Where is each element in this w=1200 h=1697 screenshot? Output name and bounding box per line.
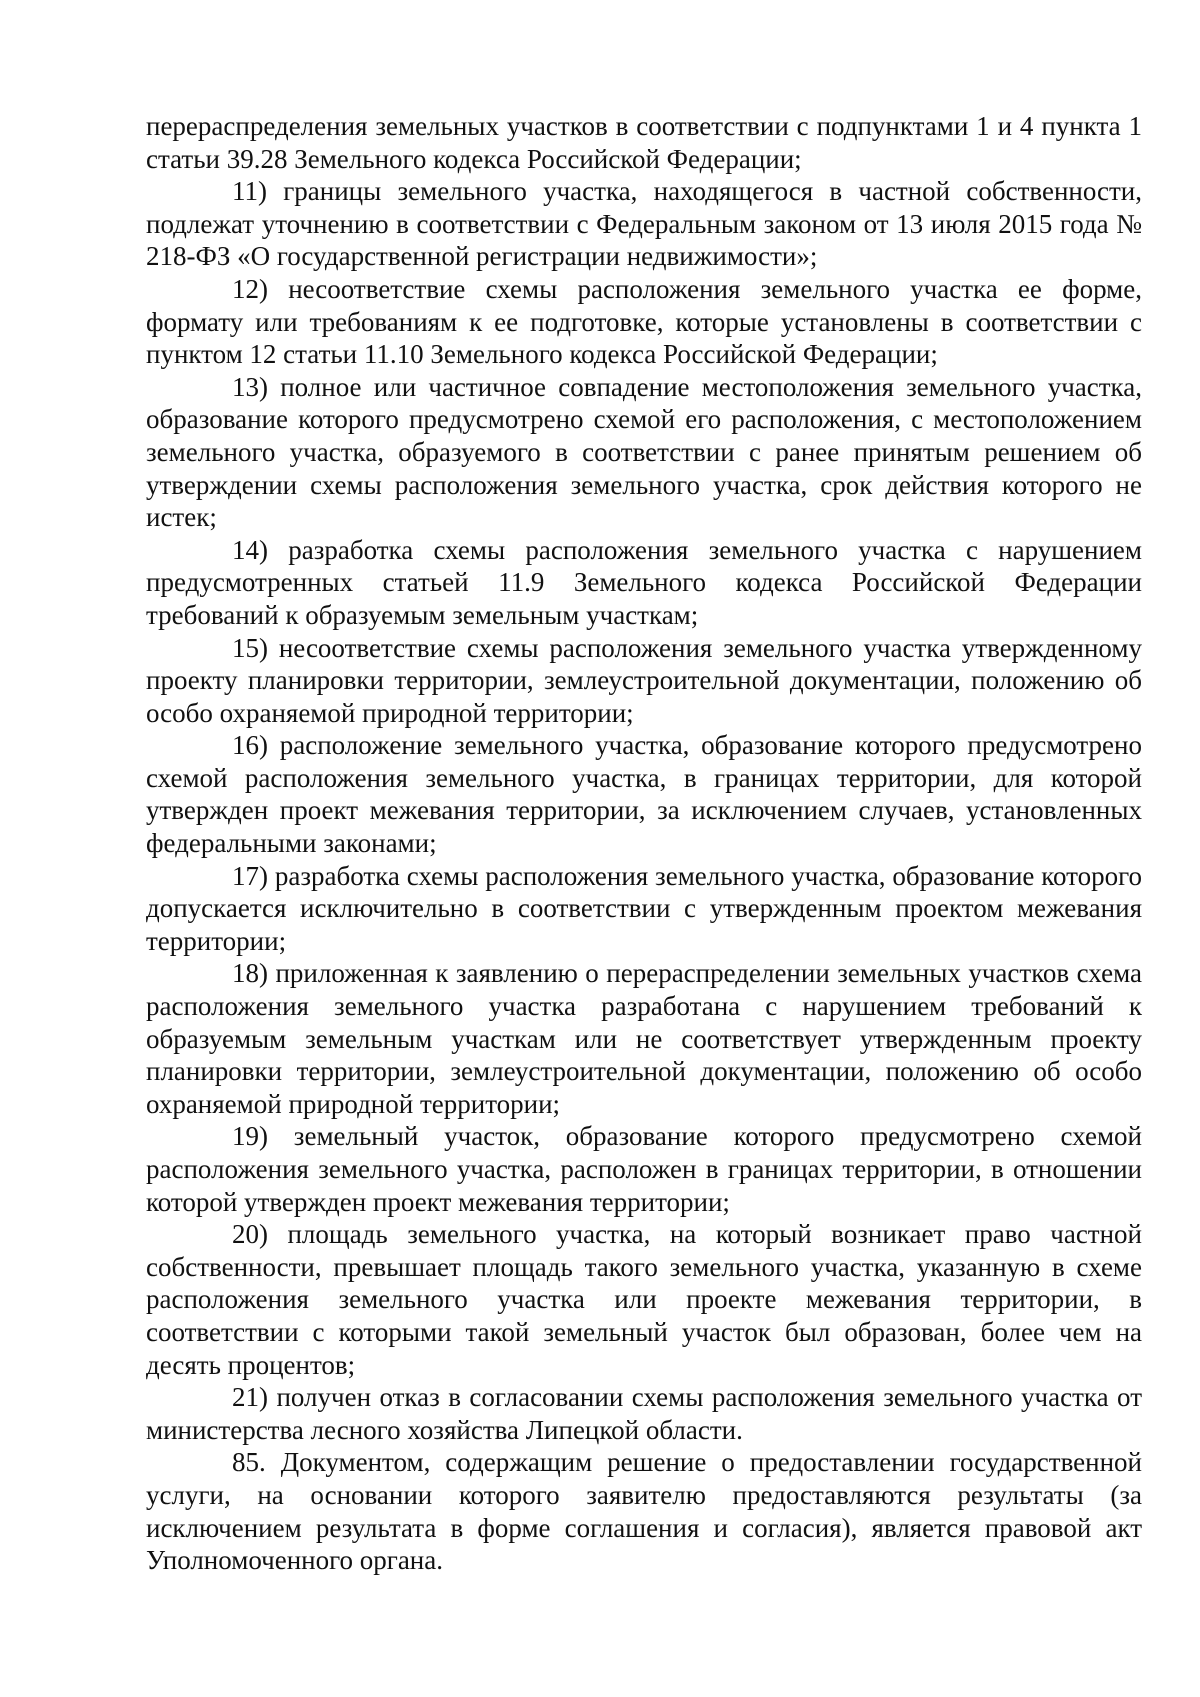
list-item-17: 17) разработка схемы расположения земельного участка, образование которого допускается исключительно в соответствии с утвержденным проектом межевания территории; xyxy=(146,860,1142,956)
list-item-12: 12) несоответствие схемы расположения земельного участка ее форме, формату или требованиям к ее подготовке, которые установлены в соответствии с пунктом 12 статьи 11.10 Земельного кодекса Российской Федерации; xyxy=(146,273,1142,370)
list-item-20: 20) площадь земельного участка, на который возникает право частной собственности, превышает площадь такого земельного участка, указанную в схеме расположения земельного участка или проекте межевания территории, в соответствии с которыми такой земельный участок был образован, более чем на десять процентов; xyxy=(146,1219,1142,1380)
paragraph-85: 85. Документом, содержащим решение о предоставлении государственной услуги, на основании которого заявителю предоставляются результаты (за исключением результата в форме соглашения и согласия), является правовой акт Уполномоченного органа. xyxy=(146,1447,1142,1576)
list-item-16: 16) расположение земельного участка, образование которого предусмотрено схемой расположения земельного участка, в границах территории, для которой утвержден проект межевания территории, за исключением случаев, установленных федеральными законами; xyxy=(146,730,1142,859)
list-item-15: 15) несоответствие схемы расположения земельного участка утвержденному проекту планировки территории, землеустроительной документации, положению об особо охраняемой природной территории; xyxy=(146,632,1142,728)
list-item-18: 18) приложенная к заявлению о перераспределении земельных участков схема расположения земельного участка разработана с нарушением требований к образуемым земельным участкам или не соответствует утвержденным проекту планировки территории, землеустроительной документации, положению об особо охраняемой природной территории; xyxy=(146,958,1142,1119)
list-item-14: 14) разработка схемы расположения земельного участка с нарушением предусмотренных статьей 11.9 Земельного кодекса Российской Федерации требований к образуемым земельным участкам; xyxy=(146,534,1142,630)
list-item-21: 21) получен отказ в согласовании схемы расположения земельного участка от министерства лесного хозяйства Липецкой области. xyxy=(146,1382,1142,1445)
paragraph-continuation: перераспределения земельных участков в соответствии с подпунктами 1 и 4 пункта 1 статьи 39.28 Земельного кодекса Российской Федерации; xyxy=(146,111,1142,174)
list-item-11: 11) границы земельного участка, находящегося в частной собственности, подлежат уточнению в соответствии с Федеральным законом от 13 июля 2015 года № 218-ФЗ «О государственной регистрации недвижимости»; xyxy=(146,176,1142,272)
list-item-19: 19) земельный участок, образование которого предусмотрено схемой расположения земельного участка, расположен в границах территории, в отношении которой утвержден проект межевания территории; xyxy=(146,1121,1142,1217)
document-page xyxy=(146,110,1142,1577)
list-item-13: 13) полное или частичное совпадение местоположения земельного участка, образование которого предусмотрено схемой его расположения, с местоположением земельного участка, образуемого в соответствии с ранее принятым решением об утверждении схемы расположения земельного участка, срок действия которого не истек; xyxy=(146,371,1142,533)
